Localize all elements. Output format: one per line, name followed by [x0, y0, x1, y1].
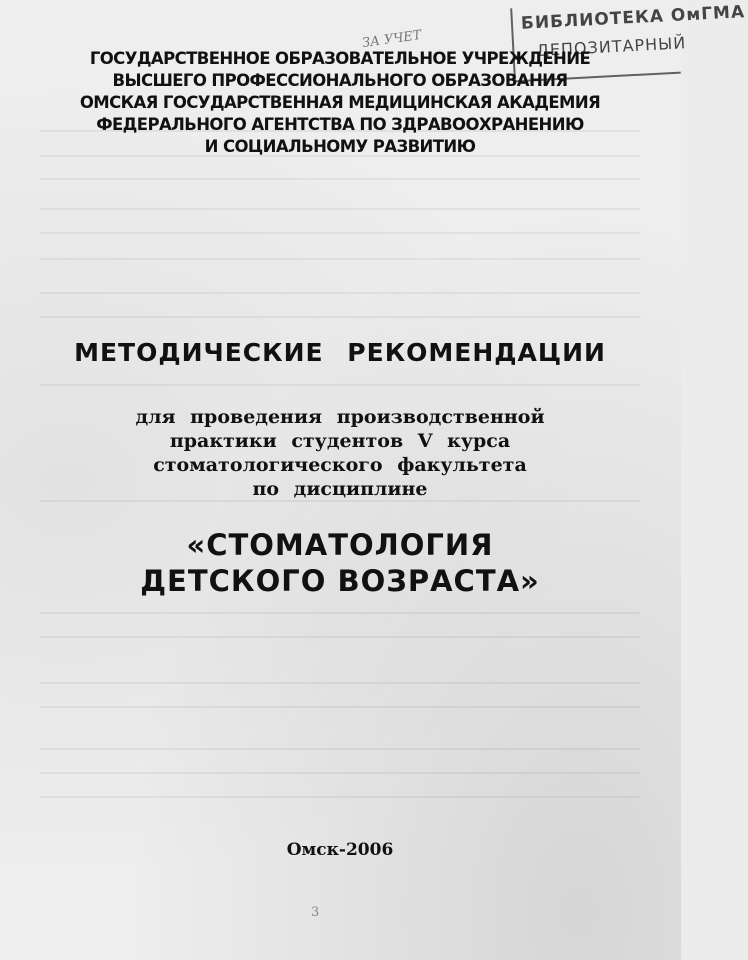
header-line: ГОСУДАРСТВЕННОЕ ОБРАЗОВАТЕЛЬНОЕ УЧРЕЖДЕНИЕ — [89, 49, 591, 68]
subtitle-line: стоматологического факультета — [153, 454, 527, 476]
bleed-through-line — [40, 612, 640, 614]
bleed-through-line — [40, 706, 640, 708]
bleed-through-line — [40, 796, 640, 798]
handwritten-note: ЗА УЧЕТ — [361, 27, 423, 52]
header-line: ФЕДЕРАЛЬНОГО АГЕНТСТВА ПО ЗДРАВООХРАНЕНИЮ — [96, 115, 584, 134]
stamp-line-1: БИБЛИОТЕКА ОмГМА — [520, 2, 746, 34]
bleed-through-line — [40, 636, 640, 638]
bleed-through-line — [40, 178, 640, 180]
bleed-through-line — [40, 384, 640, 386]
subtitle-line: для проведения производственной — [135, 406, 545, 428]
discipline-line: ДЕТСКОГО ВОЗРАСТА» — [140, 564, 540, 598]
bleed-through-line — [40, 232, 640, 234]
discipline-line: «СТОМАТОЛОГИЯ — [186, 528, 494, 562]
stamp-line-2: ДЕПОЗИТАРНЫЙ — [535, 33, 687, 61]
document-subtitle — [40, 405, 640, 501]
subtitle-line: практики студентов V курса — [169, 430, 511, 452]
document-title: МЕТОДИЧЕСКИЕ РЕКОМЕНДАЦИИ — [74, 338, 606, 367]
bleed-through-line — [40, 748, 640, 750]
header-line: ОМСКАЯ ГОСУДАРСТВЕННАЯ МЕДИЦИНСКАЯ АКАДЕМИЯ — [79, 93, 601, 112]
bleed-through-line — [40, 316, 640, 318]
header-line: ВЫСШЕГО ПРОФЕССИОНАЛЬНОГО ОБРАЗОВАНИЯ — [112, 71, 568, 90]
bleed-through-line — [40, 772, 640, 774]
bleed-through-line — [40, 208, 640, 210]
discipline-name — [40, 527, 640, 599]
institution-header — [40, 48, 640, 158]
bleed-through-line — [40, 258, 640, 260]
bleed-through-line — [40, 682, 640, 684]
subtitle-line: по дисциплине — [252, 478, 428, 500]
bleed-through-line — [40, 292, 640, 294]
header-line: И СОЦИАЛЬНОМУ РАЗВИТИЮ — [204, 137, 476, 156]
city-year: Омск-2006 — [286, 840, 394, 860]
page-number: 3 — [311, 905, 320, 920]
